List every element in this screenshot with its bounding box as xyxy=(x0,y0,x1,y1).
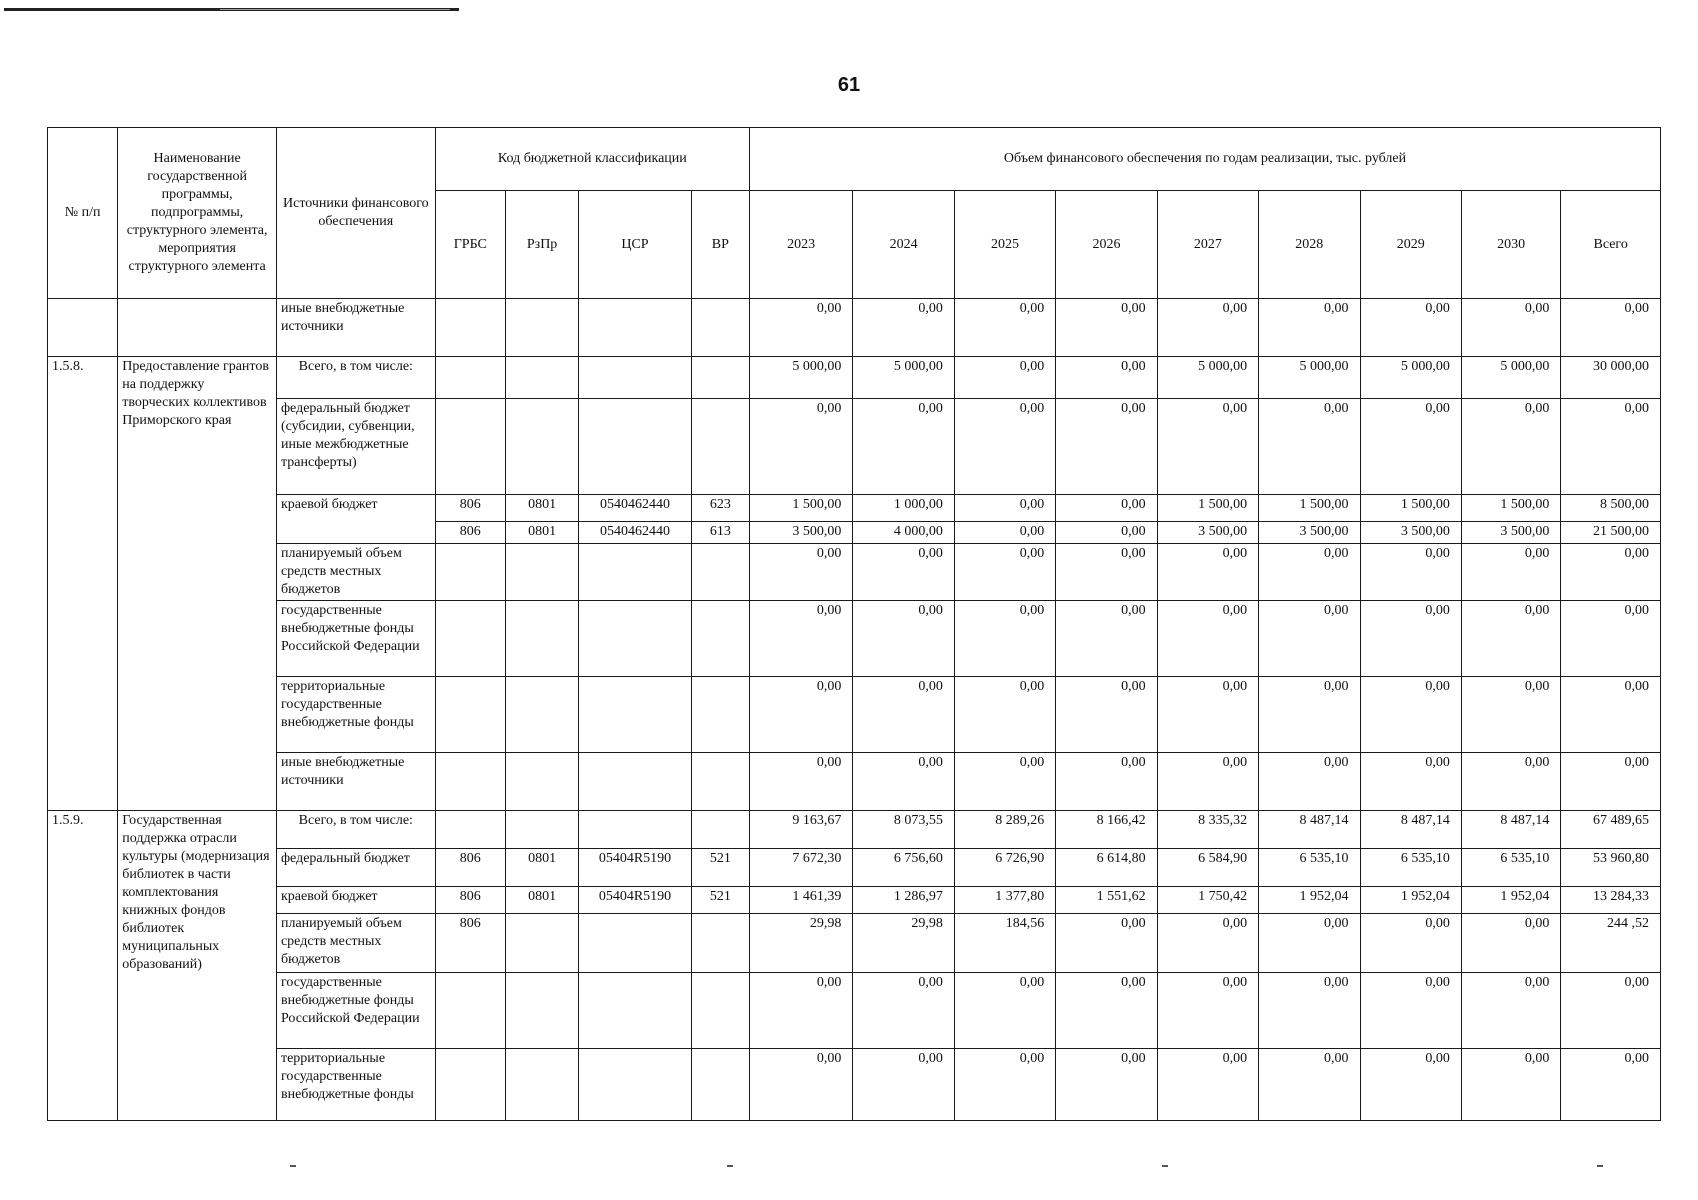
header-year-col: 2023 xyxy=(749,191,852,299)
year-value-cell: 0,00 xyxy=(1360,1049,1461,1121)
budget-code-cell xyxy=(435,357,505,399)
budget-code-cell xyxy=(579,677,691,753)
budget-code-cell xyxy=(505,677,578,753)
year-value-cell: 0,00 xyxy=(749,753,852,811)
funding-source: государственные внебюджетные фонды Российской Федерации xyxy=(276,601,435,677)
budget-code-cell: 623 xyxy=(691,495,749,522)
year-value-cell: 1 377,80 xyxy=(954,887,1055,914)
year-value-cell: 0,00 xyxy=(954,299,1055,357)
year-value-cell: 1 952,04 xyxy=(1360,887,1461,914)
header-total-col: Всего xyxy=(1561,191,1661,299)
year-value-cell: 0,00 xyxy=(749,601,852,677)
total-value-cell: 0,00 xyxy=(1561,1049,1661,1121)
header-source: Источники финансового обеспечения xyxy=(276,128,435,299)
year-value-cell: 1 500,00 xyxy=(749,495,852,522)
year-value-cell: 6 535,10 xyxy=(1461,849,1560,887)
budget-code-cell xyxy=(691,544,749,601)
budget-code-cell: 0540462440 xyxy=(579,522,691,544)
budget-code-cell xyxy=(691,973,749,1049)
year-value-cell: 8 487,14 xyxy=(1259,811,1360,849)
table-row xyxy=(48,544,1661,601)
total-value-cell: 0,00 xyxy=(1561,601,1661,677)
budget-code-cell xyxy=(435,544,505,601)
year-value-cell: 0,00 xyxy=(1461,601,1560,677)
year-value-cell: 0,00 xyxy=(1056,914,1157,973)
row-number: 1.5.9. xyxy=(48,811,118,1121)
table-body xyxy=(48,299,1661,1121)
budget-code-cell xyxy=(579,1049,691,1121)
year-value-cell: 0,00 xyxy=(853,677,954,753)
table-row xyxy=(48,299,1661,357)
year-value-cell: 0,00 xyxy=(954,677,1055,753)
budget-code-cell xyxy=(691,811,749,849)
header-num: № п/п xyxy=(48,128,118,299)
year-value-cell: 8 487,14 xyxy=(1461,811,1560,849)
header-year-col: 2030 xyxy=(1461,191,1560,299)
year-value-cell: 0,00 xyxy=(749,299,852,357)
header-name: Наименование государственной программы, подпрограммы, структурного элемента, мероприятия структурного элемента xyxy=(118,128,277,299)
year-value-cell: 0,00 xyxy=(853,753,954,811)
year-value-cell: 1 952,04 xyxy=(1259,887,1360,914)
table-row xyxy=(48,811,1661,849)
year-value-cell: 5 000,00 xyxy=(1157,357,1258,399)
year-value-cell: 3 500,00 xyxy=(1157,522,1258,544)
year-value-cell: 0,00 xyxy=(749,399,852,495)
budget-code-cell xyxy=(505,811,578,849)
year-value-cell: 0,00 xyxy=(1157,399,1258,495)
budget-code-cell: 05404R5190 xyxy=(579,887,691,914)
budget-code-cell xyxy=(691,1049,749,1121)
scan-mark xyxy=(1162,1165,1168,1167)
year-value-cell: 0,00 xyxy=(954,601,1055,677)
year-value-cell: 0,00 xyxy=(1360,601,1461,677)
budget-code-cell xyxy=(691,601,749,677)
budget-code-cell: 0801 xyxy=(505,887,578,914)
table-row xyxy=(48,399,1661,495)
year-value-cell: 0,00 xyxy=(1360,677,1461,753)
year-value-cell: 5 000,00 xyxy=(749,357,852,399)
year-value-cell: 3 500,00 xyxy=(1259,522,1360,544)
budget-code-cell xyxy=(579,357,691,399)
year-value-cell: 5 000,00 xyxy=(1360,357,1461,399)
year-value-cell: 0,00 xyxy=(954,753,1055,811)
year-value-cell: 0,00 xyxy=(1461,914,1560,973)
year-value-cell: 0,00 xyxy=(749,973,852,1049)
year-value-cell: 0,00 xyxy=(1259,544,1360,601)
budget-code-cell: 0540462440 xyxy=(579,495,691,522)
budget-code-cell: 613 xyxy=(691,522,749,544)
year-value-cell: 1 500,00 xyxy=(1461,495,1560,522)
table-row xyxy=(48,677,1661,753)
budget-code-cell xyxy=(435,811,505,849)
budget-code-cell xyxy=(691,677,749,753)
total-value-cell: 244 ,52 xyxy=(1561,914,1661,973)
funding-source: Всего, в том числе: xyxy=(276,357,435,399)
year-value-cell: 1 952,04 xyxy=(1461,887,1560,914)
budget-code-cell xyxy=(435,1049,505,1121)
year-value-cell: 0,00 xyxy=(1461,1049,1560,1121)
year-value-cell: 9 163,67 xyxy=(749,811,852,849)
year-value-cell: 0,00 xyxy=(1056,495,1157,522)
total-value-cell: 8 500,00 xyxy=(1561,495,1661,522)
year-value-cell: 0,00 xyxy=(1259,753,1360,811)
year-value-cell: 0,00 xyxy=(1259,677,1360,753)
funding-source: планируемый объем средств местных бюджетов xyxy=(276,544,435,601)
funding-source: краевой бюджет xyxy=(276,887,435,914)
year-value-cell: 0,00 xyxy=(1056,753,1157,811)
year-value-cell: 6 535,10 xyxy=(1360,849,1461,887)
total-value-cell: 30 000,00 xyxy=(1561,357,1661,399)
year-value-cell: 0,00 xyxy=(1360,914,1461,973)
total-value-cell: 0,00 xyxy=(1561,677,1661,753)
year-value-cell: 0,00 xyxy=(853,399,954,495)
year-value-cell: 0,00 xyxy=(1259,601,1360,677)
year-value-cell: 0,00 xyxy=(853,973,954,1049)
header-year-col: 2024 xyxy=(853,191,954,299)
budget-code-cell xyxy=(435,399,505,495)
year-value-cell: 8 166,42 xyxy=(1056,811,1157,849)
year-value-cell: 0,00 xyxy=(1461,399,1560,495)
year-value-cell: 0,00 xyxy=(954,399,1055,495)
budget-code-cell xyxy=(505,1049,578,1121)
year-value-cell: 1 461,39 xyxy=(749,887,852,914)
funding-source: государственные внебюджетные фонды Российской Федерации xyxy=(276,973,435,1049)
table-row xyxy=(48,849,1661,887)
year-value-cell: 0,00 xyxy=(1157,753,1258,811)
budget-code-cell xyxy=(579,811,691,849)
year-value-cell: 3 500,00 xyxy=(1461,522,1560,544)
year-value-cell: 0,00 xyxy=(1056,522,1157,544)
scan-mark xyxy=(1597,1165,1603,1167)
year-value-cell: 6 614,80 xyxy=(1056,849,1157,887)
year-value-cell: 6 726,90 xyxy=(954,849,1055,887)
year-value-cell: 0,00 xyxy=(1461,677,1560,753)
budget-code-cell xyxy=(691,914,749,973)
year-value-cell: 0,00 xyxy=(853,544,954,601)
budget-code-cell xyxy=(435,677,505,753)
header-code-group: Код бюджетной классификации xyxy=(435,128,749,191)
header-year-col: 2028 xyxy=(1259,191,1360,299)
budget-code-cell xyxy=(691,299,749,357)
budget-code-cell xyxy=(579,544,691,601)
total-value-cell: 0,00 xyxy=(1561,299,1661,357)
year-value-cell: 8 289,26 xyxy=(954,811,1055,849)
year-value-cell: 1 750,42 xyxy=(1157,887,1258,914)
year-value-cell: 0,00 xyxy=(1259,299,1360,357)
year-value-cell: 3 500,00 xyxy=(749,522,852,544)
year-value-cell: 0,00 xyxy=(954,1049,1055,1121)
header-year-col: 2029 xyxy=(1360,191,1461,299)
year-value-cell: 0,00 xyxy=(749,677,852,753)
year-value-cell: 0,00 xyxy=(853,299,954,357)
header-code-col: ГРБС xyxy=(435,191,505,299)
year-value-cell: 0,00 xyxy=(853,601,954,677)
funding-source: краевой бюджет xyxy=(276,495,435,544)
budget-code-cell xyxy=(579,601,691,677)
budget-code-cell xyxy=(505,601,578,677)
total-value-cell: 13 284,33 xyxy=(1561,887,1661,914)
funding-source: федеральный бюджет xyxy=(276,849,435,887)
budget-code-cell xyxy=(505,357,578,399)
total-value-cell: 21 500,00 xyxy=(1561,522,1661,544)
year-value-cell: 0,00 xyxy=(1056,357,1157,399)
year-value-cell: 0,00 xyxy=(1360,753,1461,811)
program-name: Государственная поддержка отрасли культуры (модернизация библиотек в части комплектования книжных фондов библиотек муниципальных образований) xyxy=(118,811,277,1121)
funding-source: планируемый объем средств местных бюджетов xyxy=(276,914,435,973)
budget-code-cell xyxy=(579,753,691,811)
header-year-col: 2027 xyxy=(1157,191,1258,299)
year-value-cell: 6 584,90 xyxy=(1157,849,1258,887)
year-value-cell: 0,00 xyxy=(1157,544,1258,601)
budget-code-cell xyxy=(505,399,578,495)
budget-code-cell: 806 xyxy=(435,495,505,522)
year-value-cell: 0,00 xyxy=(1360,973,1461,1049)
year-value-cell: 0,00 xyxy=(1056,544,1157,601)
budget-code-cell xyxy=(505,753,578,811)
year-value-cell: 0,00 xyxy=(1056,1049,1157,1121)
year-value-cell: 0,00 xyxy=(1461,544,1560,601)
year-value-cell: 29,98 xyxy=(853,914,954,973)
budget-code-cell xyxy=(505,299,578,357)
header-code-col: ВР xyxy=(691,191,749,299)
budget-code-cell: 05404R5190 xyxy=(579,849,691,887)
funding-source: иные внебюджетные источники xyxy=(276,753,435,811)
year-value-cell: 0,00 xyxy=(853,1049,954,1121)
table-row xyxy=(48,1049,1661,1121)
year-value-cell: 5 000,00 xyxy=(853,357,954,399)
year-value-cell: 8 335,32 xyxy=(1157,811,1258,849)
year-value-cell: 0,00 xyxy=(1259,914,1360,973)
program-name xyxy=(118,299,277,357)
year-value-cell: 0,00 xyxy=(1056,299,1157,357)
budget-code-cell xyxy=(691,399,749,495)
year-value-cell: 6 535,10 xyxy=(1259,849,1360,887)
year-value-cell: 0,00 xyxy=(1056,677,1157,753)
budget-code-cell: 806 xyxy=(435,887,505,914)
year-value-cell: 4 000,00 xyxy=(853,522,954,544)
year-value-cell: 0,00 xyxy=(1157,601,1258,677)
year-value-cell: 0,00 xyxy=(1157,299,1258,357)
year-value-cell: 0,00 xyxy=(1157,677,1258,753)
scan-mark xyxy=(727,1165,733,1167)
budget-code-cell xyxy=(579,973,691,1049)
page-number: 61 xyxy=(837,74,861,96)
program-name: Предоставление грантов на поддержку творческих коллективов Приморского края xyxy=(118,357,277,811)
year-value-cell: 0,00 xyxy=(1461,973,1560,1049)
table-row xyxy=(48,601,1661,677)
year-value-cell: 1 500,00 xyxy=(1157,495,1258,522)
row-number: 1.5.8. xyxy=(48,357,118,811)
funding-source: территориальные государственные внебюджетные фонды xyxy=(276,1049,435,1121)
year-value-cell: 0,00 xyxy=(1461,753,1560,811)
year-value-cell: 1 286,97 xyxy=(853,887,954,914)
budget-code-cell xyxy=(435,299,505,357)
year-value-cell: 1 500,00 xyxy=(1259,495,1360,522)
year-value-cell: 0,00 xyxy=(954,357,1055,399)
budget-code-cell: 806 xyxy=(435,522,505,544)
year-value-cell: 0,00 xyxy=(749,1049,852,1121)
budget-code-cell xyxy=(579,914,691,973)
year-value-cell: 0,00 xyxy=(1056,601,1157,677)
budget-code-cell xyxy=(505,544,578,601)
funding-source: Всего, в том числе: xyxy=(276,811,435,849)
budget-table xyxy=(47,127,1661,1121)
budget-code-cell: 806 xyxy=(435,849,505,887)
year-value-cell: 6 756,60 xyxy=(853,849,954,887)
funding-source: федеральный бюджет (субсидии, субвенции, иные межбюджетные трансферты) xyxy=(276,399,435,495)
table-row xyxy=(48,357,1661,399)
year-value-cell: 0,00 xyxy=(1360,299,1461,357)
year-value-cell: 8 487,14 xyxy=(1360,811,1461,849)
year-value-cell: 0,00 xyxy=(1157,1049,1258,1121)
year-value-cell: 0,00 xyxy=(954,973,1055,1049)
year-value-cell: 0,00 xyxy=(1461,299,1560,357)
year-value-cell: 0,00 xyxy=(1259,399,1360,495)
budget-code-cell: 521 xyxy=(691,887,749,914)
budget-code-cell: 0801 xyxy=(505,495,578,522)
table-row xyxy=(48,495,1661,522)
year-value-cell: 5 000,00 xyxy=(1259,357,1360,399)
year-value-cell: 0,00 xyxy=(1157,973,1258,1049)
table-row xyxy=(48,753,1661,811)
header-year-col: 2025 xyxy=(954,191,1055,299)
scan-mark xyxy=(290,1165,296,1167)
top-border-line-faint xyxy=(220,9,450,10)
funding-source: иные внебюджетные источники xyxy=(276,299,435,357)
header-volume-group: Объем финансового обеспечения по годам реализации, тыс. рублей xyxy=(749,128,1660,191)
total-value-cell: 0,00 xyxy=(1561,544,1661,601)
year-value-cell: 184,56 xyxy=(954,914,1055,973)
total-value-cell: 53 960,80 xyxy=(1561,849,1661,887)
budget-code-cell xyxy=(691,753,749,811)
year-value-cell: 5 000,00 xyxy=(1461,357,1560,399)
budget-code-cell xyxy=(505,914,578,973)
total-value-cell: 0,00 xyxy=(1561,973,1661,1049)
year-value-cell: 3 500,00 xyxy=(1360,522,1461,544)
budget-code-cell xyxy=(579,299,691,357)
budget-code-cell: 0801 xyxy=(505,849,578,887)
budget-code-cell xyxy=(691,357,749,399)
table-row xyxy=(48,914,1661,973)
budget-code-cell: 521 xyxy=(691,849,749,887)
year-value-cell: 1 500,00 xyxy=(1360,495,1461,522)
budget-code-cell xyxy=(435,753,505,811)
header-code-col: ЦСР xyxy=(579,191,691,299)
budget-code-cell: 806 xyxy=(435,914,505,973)
year-value-cell: 29,98 xyxy=(749,914,852,973)
year-value-cell: 0,00 xyxy=(1056,973,1157,1049)
year-value-cell: 0,00 xyxy=(749,544,852,601)
budget-code-cell: 0801 xyxy=(505,522,578,544)
table-row xyxy=(48,887,1661,914)
year-value-cell: 0,00 xyxy=(1056,399,1157,495)
budget-code-cell xyxy=(579,399,691,495)
year-value-cell: 7 672,30 xyxy=(749,849,852,887)
total-value-cell: 0,00 xyxy=(1561,753,1661,811)
table-row xyxy=(48,973,1661,1049)
row-number xyxy=(48,299,118,357)
budget-code-cell xyxy=(435,973,505,1049)
funding-source: территориальные государственные внебюджетные фонды xyxy=(276,677,435,753)
budget-code-cell xyxy=(505,973,578,1049)
year-value-cell: 0,00 xyxy=(954,495,1055,522)
total-value-cell: 0,00 xyxy=(1561,399,1661,495)
year-value-cell: 0,00 xyxy=(954,522,1055,544)
year-value-cell: 0,00 xyxy=(1360,399,1461,495)
year-value-cell: 8 073,55 xyxy=(853,811,954,849)
year-value-cell: 1 551,62 xyxy=(1056,887,1157,914)
year-value-cell: 0,00 xyxy=(1157,914,1258,973)
year-value-cell: 1 000,00 xyxy=(853,495,954,522)
total-value-cell: 67 489,65 xyxy=(1561,811,1661,849)
year-value-cell: 0,00 xyxy=(954,544,1055,601)
budget-code-cell xyxy=(435,601,505,677)
year-value-cell: 0,00 xyxy=(1360,544,1461,601)
year-value-cell: 0,00 xyxy=(1259,1049,1360,1121)
header-year-col: 2026 xyxy=(1056,191,1157,299)
year-value-cell: 0,00 xyxy=(1259,973,1360,1049)
header-code-col: РзПр xyxy=(505,191,578,299)
table-header xyxy=(48,128,1661,299)
